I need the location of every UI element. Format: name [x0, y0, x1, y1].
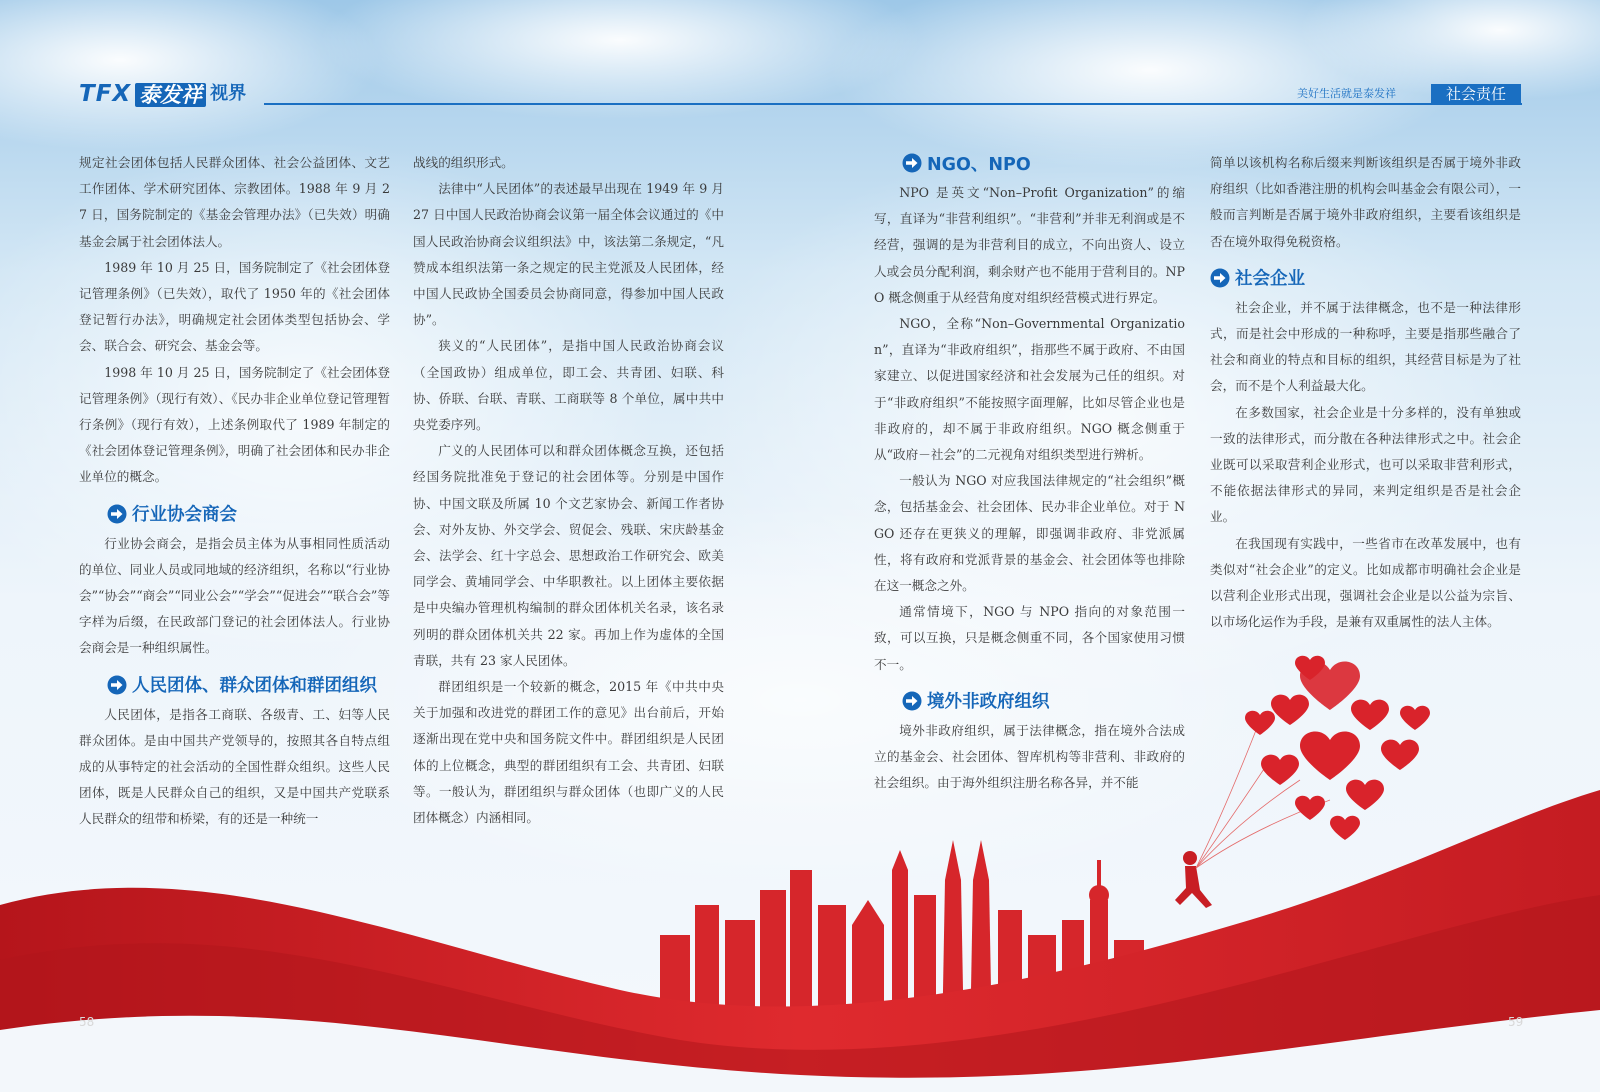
- page-number-right: 59: [1508, 1015, 1524, 1029]
- paragraph: 行业协会商会，是指会员主体为从事相同性质活动的单位、同业人员或同地域的经济组织，名称以“行业协会”“协会”“商会”“同业公会”“学会”“促进会”“联合会”等字样为后缀，在民政部门登记的社会团体法人。行业协会商会是一种组织属性。: [79, 535, 390, 656]
- logo-brand: 泰发祥: [135, 83, 206, 107]
- paragraph: 社会企业，并不属于法律概念，也不是一种法律形式，而是社会中形成的一种称呼，主要是指那些融合了社会和商业的特点和目标的组织，其经营目标是为了社会，而不是个人利益最大化。: [1210, 299, 1521, 394]
- arrow-right-icon: [902, 153, 922, 173]
- section-heading-text: 境外非政府组织: [927, 692, 1050, 713]
- header-slogan: 美好生活就是泰发祥: [1297, 87, 1396, 100]
- paragraph: 规定社会团体包括人民群众团体、社会公益团体、文艺工作团体、学术研究团体、宗教团体。1988 年 9 月 27 日，国务院制定的《基金会管理办法》（已失效）明确基金会属于社会团体法人。: [79, 155, 390, 249]
- paragraph: 广义的人民团体可以和群众团体概念互换，还包括经国务院批准免于登记的社会团体等。分别是中国作协、中国文联及所属 10 个文艺家协会、新闻工作者协会、对外友协、外交学会、贸促会、残联、宋庆龄基金会、法学会、红十字总会、思想政治工作研究会、欧美同学会、黄埔同学会、中华职教社。以上团体主要依据是中央编办管理机构编制的群众团体机关名录，该名录列明的群众团体机关共 22 家。再加上作为虚体的全国青联，共有 23 家人民团体。: [413, 443, 724, 668]
- section-heading-text: NGO、NPO: [927, 154, 1031, 175]
- section-heading: [874, 684, 1185, 718]
- header-rule: [264, 103, 1522, 105]
- logo-tfx: TFX: [79, 81, 132, 107]
- arrow-right-icon: [1210, 268, 1230, 288]
- paragraph: 一般认为 NGO 对应我国法律规定的“社会组织”概念，包括基金会、社会团体、民办非企业单位。对于 NGO 还存在更狭义的理解，即强调非政府、非党派属性，将有政府和党派背景的基金会、社会团体等也排除在这一概念之外。: [874, 473, 1185, 594]
- paragraph: 简单以该机构名称后缀来判断该组织是否属于境外非政府组织（比如香港注册的机构会叫基金会有限公司），一般而言判断是否属于境外非政府组织，主要看该组织是否在境外取得免税资格。: [1210, 155, 1521, 249]
- paragraph: NGO，全称“Non–Governmental Organization”，直译为“非政府组织”，指那些不属于政府、不由国家建立、以促进国家经济和社会发展为己任的组织。对于“非政府组织”不能按照字面理解，比如尽管企业也是非政府的，却不属于非政府组织。NGO 概念侧重于从“政府－社会”的二元视角对组织类型进行辨析。: [874, 316, 1185, 463]
- column-1: [79, 150, 390, 833]
- paragraph: 通常情境下，NGO 与 NPO 指向的对象范围一致，可以互换，只是概念侧重不同，各个国家使用习惯不一。: [874, 604, 1185, 672]
- paragraph: NPO 是英文“Non–Profit Organization”的缩写，直译为“非营利组织”。“非营利”并非无利润或是不经营，强调的是为非营利目的成立，不向出资人、设立人或会员分配利润，剩余财产也不能用于营利目的。NPO 概念侧重于从经营角度对组织经营模式进行界定。: [874, 185, 1185, 305]
- column-4: [1210, 150, 1521, 635]
- paragraph: 1989 年 10 月 25 日，国务院制定了《社会团体登记管理条例》（已失效），取代了 1950 年的《社会团体登记暂行办法》，明确规定社会团体类型包括协会、学会、联合会、研究会、基金会等。: [79, 259, 390, 354]
- paragraph: 战线的组织形式。: [413, 155, 514, 170]
- column-3: [874, 146, 1185, 796]
- paragraph: 境外非政府组织，属于法律概念，指在境外合法成立的基金会、社会团体、智库机构等非营利、非政府的社会组织。由于海外组织注册名称各异，并不能: [874, 722, 1185, 791]
- arrow-right-icon: [902, 691, 922, 711]
- section-heading-text: 人民团体、群众团体和群团组织: [132, 676, 377, 697]
- paragraph: 在多数国家，社会企业是十分多样的，没有单独或一致的法律形式，而分散在各种法律形式之中。社会企业既可以采取营利企业形式，也可以采取非营利形式，不能依据法律形式的异同，来判定组织是否是社会企业。: [1210, 404, 1521, 525]
- arrow-right-icon: [107, 675, 127, 695]
- section-heading: [79, 668, 390, 702]
- section-heading: [874, 146, 1185, 180]
- arrow-right-icon: [107, 504, 127, 524]
- page-number-left: 58: [79, 1015, 95, 1029]
- magazine-logo: [79, 81, 246, 107]
- section-heading-text: 行业协会商会: [132, 505, 237, 526]
- paragraph: 在我国现有实践中，一些省市在改革发展中，也有类似对“社会企业”的定义。比如成都市明确社会企业是以营利企业形式出现，强调社会企业是以公益为宗旨、以市场化运作为手段，是兼有双重属性的法人主体。: [1210, 535, 1521, 630]
- section-heading: [1210, 261, 1521, 295]
- section-tag: 社会责任: [1431, 84, 1521, 104]
- paragraph: 法律中“人民团体”的表述最早出现在 1949 年 9 月 27 日中国人民政治协商会议第一届全体会议通过的《中国人民政治协商会议组织法》中，该法第二条规定，“凡赞成本组织法第一条之规定的民主党派及人民团体，经中国人民政协全国委员会协商同意，得参加中国人民政协”。: [413, 181, 724, 328]
- logo-suffix: 视界: [210, 83, 247, 104]
- column-2: [413, 150, 724, 831]
- paragraph: 狭义的“人民团体”，是指中国人民政治协商会议（全国政协）组成单位，即工会、共青团、妇联、科协、侨联、台联、青联、工商联等 8 个单位，属中共中央党委序列。: [413, 338, 724, 433]
- section-heading-text: 社会企业: [1235, 269, 1305, 290]
- paragraph: 1998 年 10 月 25 日，国务院制定了《社会团体登记管理条例》（现行有效）、《民办非企业单位登记管理暂行条例》（现行有效），上述条例取代了 1989 年制定的《社会团体登记管理条例》，明确了社会团体和民办非企业单位的概念。: [79, 364, 390, 485]
- paragraph: 群团组织是一个较新的概念，2015 年《中共中央关于加强和改进党的群团工作的意见》出台前后，开始逐渐出现在党中央和国务院文件中。群团组织是人民团体的上位概念，典型的群团组织有工会、共青团、妇联等。一般认为，群团组织与群众团体（也即广义的人民团体概念）内涵相同。: [413, 679, 724, 826]
- section-heading: [79, 497, 390, 531]
- paragraph: 人民团体，是指各工商联、各级青、工、妇等人民群众团体。是由中国共产党领导的，按照其各自特点组成的从事特定的社会活动的全国性群众组织。这些人民团体，既是人民群众自己的组织，又是中国共产党联系人民群众的纽带和桥梁，有的还是一种统一: [79, 706, 390, 827]
